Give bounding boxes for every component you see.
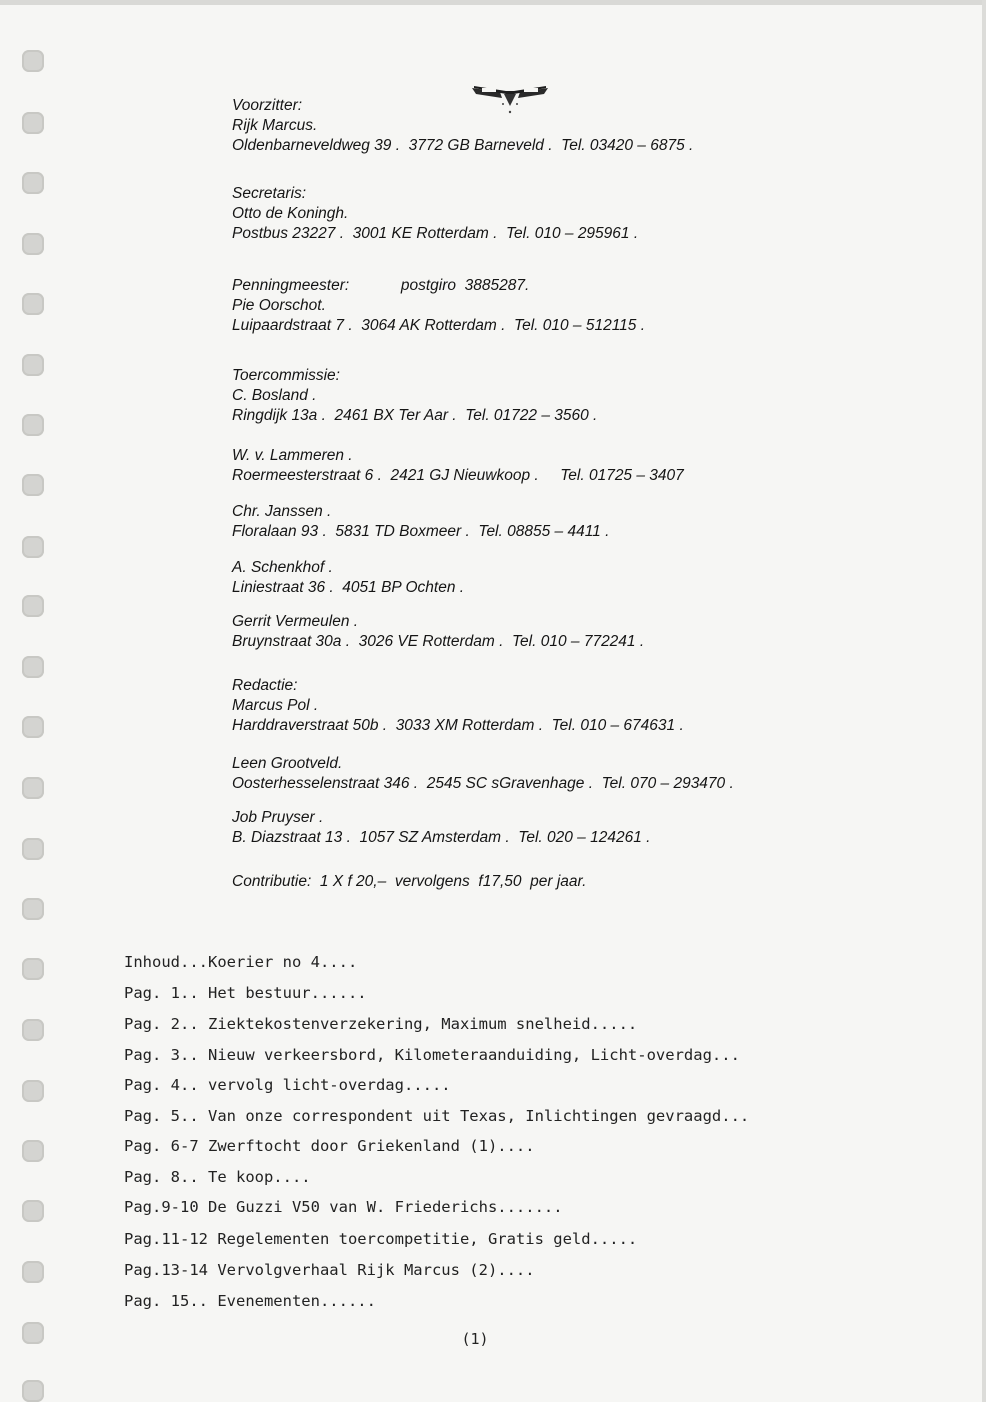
touring-member-block <box>232 502 872 542</box>
toc-row: Pag.13-14 Vervolgverhaal Rijk Marcus (2).... <box>124 1261 535 1279</box>
binder-hole <box>22 1322 44 1344</box>
toc-row: Pag. 3.. Nieuw verkeersbord, Kilometeraanduiding, Licht-overdag... <box>124 1046 740 1064</box>
page-number: (1) <box>461 1330 489 1348</box>
binder-hole <box>22 1200 44 1222</box>
member-address: Oosterhesselenstraat 346 . 2545 SC sGravenhage . Tel. 070 – 293470 . <box>232 775 734 792</box>
editorial-member-block <box>232 808 872 848</box>
member-name: W. v. Lammeren . <box>232 447 353 464</box>
contribution-block <box>232 872 872 892</box>
binder-hole <box>22 112 44 134</box>
role-label: Secretaris: <box>232 185 307 202</box>
editorial-member-block <box>232 754 872 794</box>
toc-row: Pag. 2.. Ziektekostenverzekering, Maximum snelheid..... <box>124 1015 638 1033</box>
member-address: Roermeesterstraat 6 . 2421 GJ Nieuwkoop . Tel. 01725 – 3407 <box>232 467 684 484</box>
contribution-text: Contributie: 1 X f 20,– vervolgens f17,50 per jaar. <box>232 873 587 890</box>
editorial-block <box>232 676 872 736</box>
member-name: C. Bosland . <box>232 387 317 404</box>
member-name: Leen Grootveld. <box>232 755 343 772</box>
touring-committee-block <box>232 366 872 426</box>
binder-hole <box>22 656 44 678</box>
binder-hole <box>22 293 44 315</box>
binder-hole <box>22 1261 44 1283</box>
top-edge <box>0 0 986 5</box>
binder-hole <box>22 233 44 255</box>
role-label: Voorzitter: <box>232 97 303 114</box>
role-label: Toercommissie: <box>232 367 340 384</box>
member-address: Oldenbarneveldweg 39 . 3772 GB Barneveld . Tel. 03420 – 6875 . <box>232 137 694 154</box>
binder-hole <box>22 958 44 980</box>
member-address: Postbus 23227 . 3001 KE Rotterdam . Tel. 010 – 295961 . <box>232 225 639 242</box>
secretary-block <box>232 184 872 244</box>
binder-hole <box>22 1080 44 1102</box>
member-address: Floralaan 93 . 5831 TD Boxmeer . Tel. 08855 – 4411 . <box>232 523 610 540</box>
toc-row: Pag. 5.. Van onze correspondent uit Texas, Inlichtingen gevraagd... <box>124 1107 750 1125</box>
member-address: Bruynstraat 30a . 3026 VE Rotterdam . Tel. 010 – 772241 . <box>232 633 645 650</box>
member-name: Marcus Pol . <box>232 697 319 714</box>
right-edge <box>982 0 986 1402</box>
member-address: B. Diazstraat 13 . 1057 SZ Amsterdam . Tel. 020 – 124261 . <box>232 829 651 846</box>
toc-row: Pag.9-10 De Guzzi V50 van W. Friederichs....... <box>124 1198 563 1216</box>
member-address: Ringdijk 13a . 2461 BX Ter Aar . Tel. 01722 – 3560 . <box>232 407 598 424</box>
binder-hole <box>22 716 44 738</box>
binder-hole <box>22 898 44 920</box>
member-address: Liniestraat 36 . 4051 BP Ochten . <box>232 579 465 596</box>
member-address: Luipaardstraat 7 . 3064 AK Rotterdam . Tel. 010 – 512115 . <box>232 317 646 334</box>
binder-hole <box>22 414 44 436</box>
binder-hole <box>22 1380 44 1402</box>
binder-hole <box>22 536 44 558</box>
toc-heading: Inhoud...Koerier no 4.... <box>124 953 358 971</box>
toc-row: Pag. 6-7 Zwerftocht door Griekenland (1).... <box>124 1137 535 1155</box>
binder-hole <box>22 838 44 860</box>
touring-member-block <box>232 558 872 598</box>
member-name: Otto de Koningh. <box>232 205 349 222</box>
binder-hole <box>22 595 44 617</box>
member-address: Harddraverstraat 50b . 3033 XM Rotterdam . Tel. 010 – 674631 . <box>232 717 684 734</box>
toc-row: Pag. 15.. Evenementen...... <box>124 1292 376 1310</box>
binder-hole <box>22 172 44 194</box>
touring-member-block <box>232 612 872 652</box>
role-label: Penningmeester: postgiro 3885287. <box>232 277 530 294</box>
toc-row: Pag. 1.. Het bestuur...... <box>124 984 367 1002</box>
role-label: Redactie: <box>232 677 298 694</box>
chairman-block <box>232 96 872 156</box>
member-name: Chr. Janssen . <box>232 503 332 520</box>
toc-row: Pag. 8.. Te koop.... <box>124 1168 311 1186</box>
binder-hole <box>22 474 44 496</box>
binder-hole <box>22 1019 44 1041</box>
binder-hole <box>22 777 44 799</box>
toc-row: Pag. 4.. vervolg licht-overdag..... <box>124 1076 451 1094</box>
toc-row: Pag.11-12 Regelementen toercompetitie, Gratis geld..... <box>124 1230 638 1248</box>
member-name: Rijk Marcus. <box>232 117 318 134</box>
binder-hole <box>22 354 44 376</box>
treasurer-block <box>232 276 872 336</box>
touring-member-block <box>232 446 872 486</box>
binder-hole <box>22 50 44 72</box>
binder-hole <box>22 1140 44 1162</box>
member-name: Job Pruyser . <box>232 809 324 826</box>
member-name: Gerrit Vermeulen . <box>232 613 359 630</box>
member-name: Pie Oorschot. <box>232 297 326 314</box>
member-name: A. Schenkhof . <box>232 559 333 576</box>
